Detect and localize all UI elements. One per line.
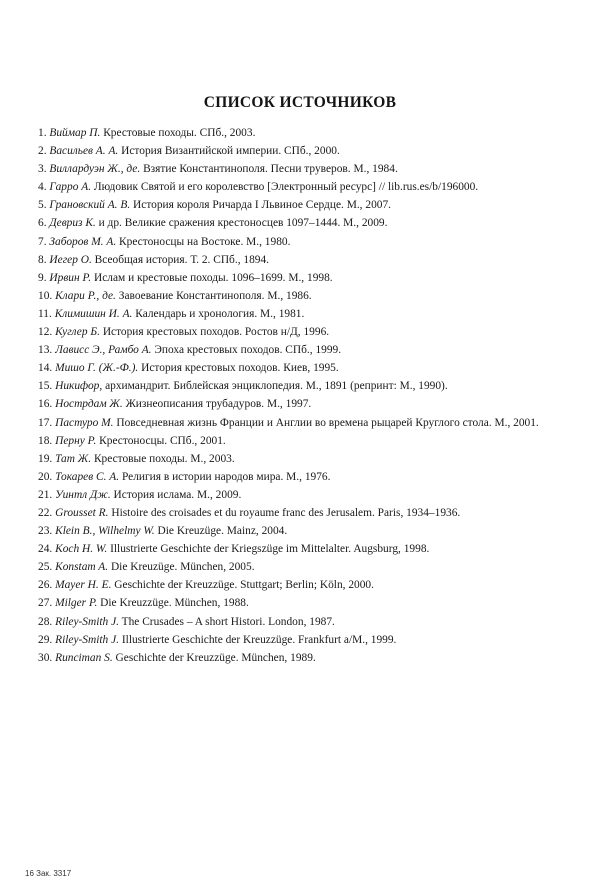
source-entry — [38, 594, 558, 612]
entry-number: 27. — [38, 597, 53, 610]
entry-number: 19. — [38, 452, 53, 465]
entry-number: 24. — [38, 543, 53, 556]
entry-number: 7. — [38, 235, 47, 248]
entry-author: Ирвин Р. — [49, 271, 92, 284]
entry-number: 17. — [38, 416, 53, 429]
entry-text: История крестовых походов. Ростов н/Д, 1996. — [102, 326, 330, 339]
entry-author: Девриз К. — [49, 217, 96, 230]
entry-number: 6. — [38, 217, 47, 230]
source-list — [38, 124, 558, 667]
source-entry — [38, 178, 558, 196]
entry-text: История короля Ричарда I Львиное Сердце. М., 2007. — [133, 199, 391, 212]
entry-number: 28. — [38, 615, 53, 628]
entry-author: Riley-Smith J. — [55, 633, 119, 646]
entry-text: Крестоносцы на Востоке. М., 1980. — [119, 235, 291, 248]
entry-author: Konstam A. — [55, 561, 109, 574]
entry-text: Календарь и хронология. М., 1981. — [135, 307, 305, 320]
entry-text: Die Kreuzzüge. München, 1988. — [100, 597, 249, 610]
entry-author: Тат Ж. — [55, 452, 92, 465]
entry-number: 9. — [38, 271, 47, 284]
source-entry — [38, 287, 558, 305]
entry-author: Климишин И. А. — [54, 307, 133, 320]
entry-author: Перну Р. — [55, 434, 97, 447]
entry-number: 2. — [38, 145, 47, 158]
entry-number: 14. — [38, 362, 53, 375]
entry-text: Крестовые походы. СПб., 2003. — [103, 127, 256, 139]
entry-number: 25. — [38, 561, 53, 574]
entry-text: Повседневная жизнь Франции и Англии во времена рыцарей Круглого стола. М., 2001. — [116, 416, 539, 429]
entry-text: Ислам и крестовые походы. 1096–1699. М., 1998. — [94, 271, 333, 284]
entry-author: Гарро А. — [49, 181, 92, 194]
source-entry — [38, 305, 558, 323]
source-entry — [38, 631, 558, 649]
entry-text: История Византийской империи. СПб., 2000. — [121, 145, 340, 158]
source-entry — [38, 432, 558, 450]
entry-text: The Crusades – A short Histori. London, 1987. — [121, 615, 335, 628]
entry-text: Жизнеописания трубадуров. М., 1997. — [125, 398, 312, 411]
source-entry — [38, 395, 558, 413]
entry-text: Эпоха крестовых походов. СПб., 1999. — [154, 344, 342, 357]
entry-text: Крестоносцы. СПб., 2001. — [99, 434, 226, 447]
entry-author: Grousset R. — [55, 506, 109, 519]
entry-number: 29. — [38, 633, 53, 646]
entry-number: 30. — [38, 651, 53, 664]
entry-number: 20. — [38, 470, 53, 483]
source-entry — [38, 649, 558, 667]
source-entry — [38, 251, 558, 269]
entry-text: Взятие Константинополя. Песни труверов. М., 1984. — [143, 163, 398, 176]
source-entry — [38, 613, 558, 631]
entry-number: 8. — [38, 253, 47, 266]
source-entry — [38, 486, 558, 504]
entry-text: Завоевание Константинополя. М., 1986. — [118, 289, 312, 302]
entry-author: Пастуро М. — [55, 416, 114, 429]
entry-author: Mayer H. E. — [55, 579, 112, 592]
entry-author: Грановский А. В. — [49, 199, 131, 212]
entry-number: 23. — [38, 525, 53, 538]
entry-number: 18. — [38, 434, 53, 447]
source-entry — [38, 468, 558, 486]
entry-author: Лависс Э., Рамбо А. — [55, 344, 152, 357]
source-entry — [38, 504, 558, 522]
entry-author: Куглер Б. — [55, 326, 100, 339]
source-entry — [38, 359, 558, 377]
source-entry — [38, 540, 558, 558]
entry-number: 26. — [38, 579, 53, 592]
source-entry — [38, 196, 558, 214]
entry-author: Riley-Smith J. — [55, 615, 119, 628]
entry-text: Религия в истории народов мира. М., 1976. — [121, 470, 331, 483]
source-entry — [38, 558, 558, 576]
entry-author: Заборов М. А. — [49, 235, 117, 248]
entry-author: Васильев А. А. — [49, 145, 119, 158]
source-entry — [38, 414, 558, 432]
source-entry — [38, 522, 558, 540]
source-entry — [38, 142, 558, 160]
entry-author: Runciman S. — [55, 651, 113, 664]
entry-number: 22. — [38, 506, 53, 519]
entry-text: История крестовых походов. Киев, 1995. — [141, 362, 339, 375]
source-entry — [38, 450, 558, 468]
source-entry — [38, 124, 558, 142]
entry-text: Всеобщая история. Т. 2. СПб., 1894. — [94, 253, 270, 266]
entry-author: Токарев С. А. — [55, 470, 120, 483]
entry-number: 15. — [38, 380, 53, 393]
entry-text: Histoire des croisades et du royaume franc des Jerusalem. Paris, 1934–1936. — [111, 506, 461, 519]
page-title: СПИСОК ИСТОЧНИКОВ — [203, 94, 397, 111]
entry-author: Мишо Г. (Ж.-Ф.). — [55, 362, 139, 375]
entry-number: 5. — [38, 199, 47, 212]
entry-number: 3. — [38, 163, 47, 176]
page-footer: 16 Зак. 3317 — [25, 869, 72, 878]
entry-number: 12. — [38, 326, 53, 339]
entry-text: Людовик Святой и его королевство [Электронный ресурс] // lib.rus.es/b/196000. — [93, 181, 479, 194]
entry-text: Illustrierte Geschichte der Kreuzzüge. Frankfurt a/M., 1999. — [121, 633, 397, 646]
entry-author: Уинтл Дж. — [55, 488, 111, 501]
entry-author: Виллардуэн Ж., де. — [49, 163, 141, 176]
entry-number: 21. — [38, 488, 53, 501]
entry-number: 16. — [38, 398, 53, 411]
entry-text: Geschichte der Kreuzzüge. München, 1989. — [115, 651, 316, 664]
entry-text: Die Kreuzüge. Mainz, 2004. — [157, 525, 288, 538]
entry-author: Никифор, — [55, 380, 103, 393]
entry-text: архимандрит. Библейская энциклопедия. М., 1891 (репринт: М., 1990). — [105, 380, 448, 393]
entry-number: 13. — [38, 344, 53, 357]
source-entry — [38, 160, 558, 178]
source-entry — [38, 269, 558, 287]
entry-number: 10. — [38, 289, 53, 302]
entry-author: Клари Р., де. — [55, 289, 116, 302]
source-entry — [38, 323, 558, 341]
source-entry — [38, 214, 558, 232]
entry-author: Иегер О. — [49, 253, 92, 266]
entry-number: 4. — [38, 181, 47, 194]
entry-text: Geschichte der Kreuzzüge. Stuttgart; Berlin; Köln, 2000. — [114, 579, 374, 592]
entry-number: 1. — [38, 127, 47, 139]
source-entry — [38, 576, 558, 594]
entry-number: 11. — [38, 307, 52, 320]
entry-author: Koch H. W. — [55, 543, 108, 556]
entry-text: и др. Великие сражения крестоносцев 1097–1444. М., 2009. — [98, 217, 388, 230]
entry-author: Klein B., Wilhelmy W. — [55, 525, 155, 538]
entry-author: Нострдам Ж. — [55, 398, 123, 411]
entry-author: Milger P. — [55, 597, 98, 610]
entry-text: История ислама. М., 2009. — [113, 488, 242, 501]
entry-text: Крестовые походы. М., 2003. — [93, 452, 235, 465]
entry-text: Die Kreuzüge. München, 2005. — [110, 561, 255, 574]
source-entry — [38, 377, 558, 395]
entry-text: Illustrierte Geschichte der Kriegszüge im Mittelalter. Augsburg, 1998. — [110, 543, 430, 556]
entry-author: Виймар П. — [49, 127, 101, 139]
source-entry — [38, 233, 558, 251]
source-entry — [38, 341, 558, 359]
